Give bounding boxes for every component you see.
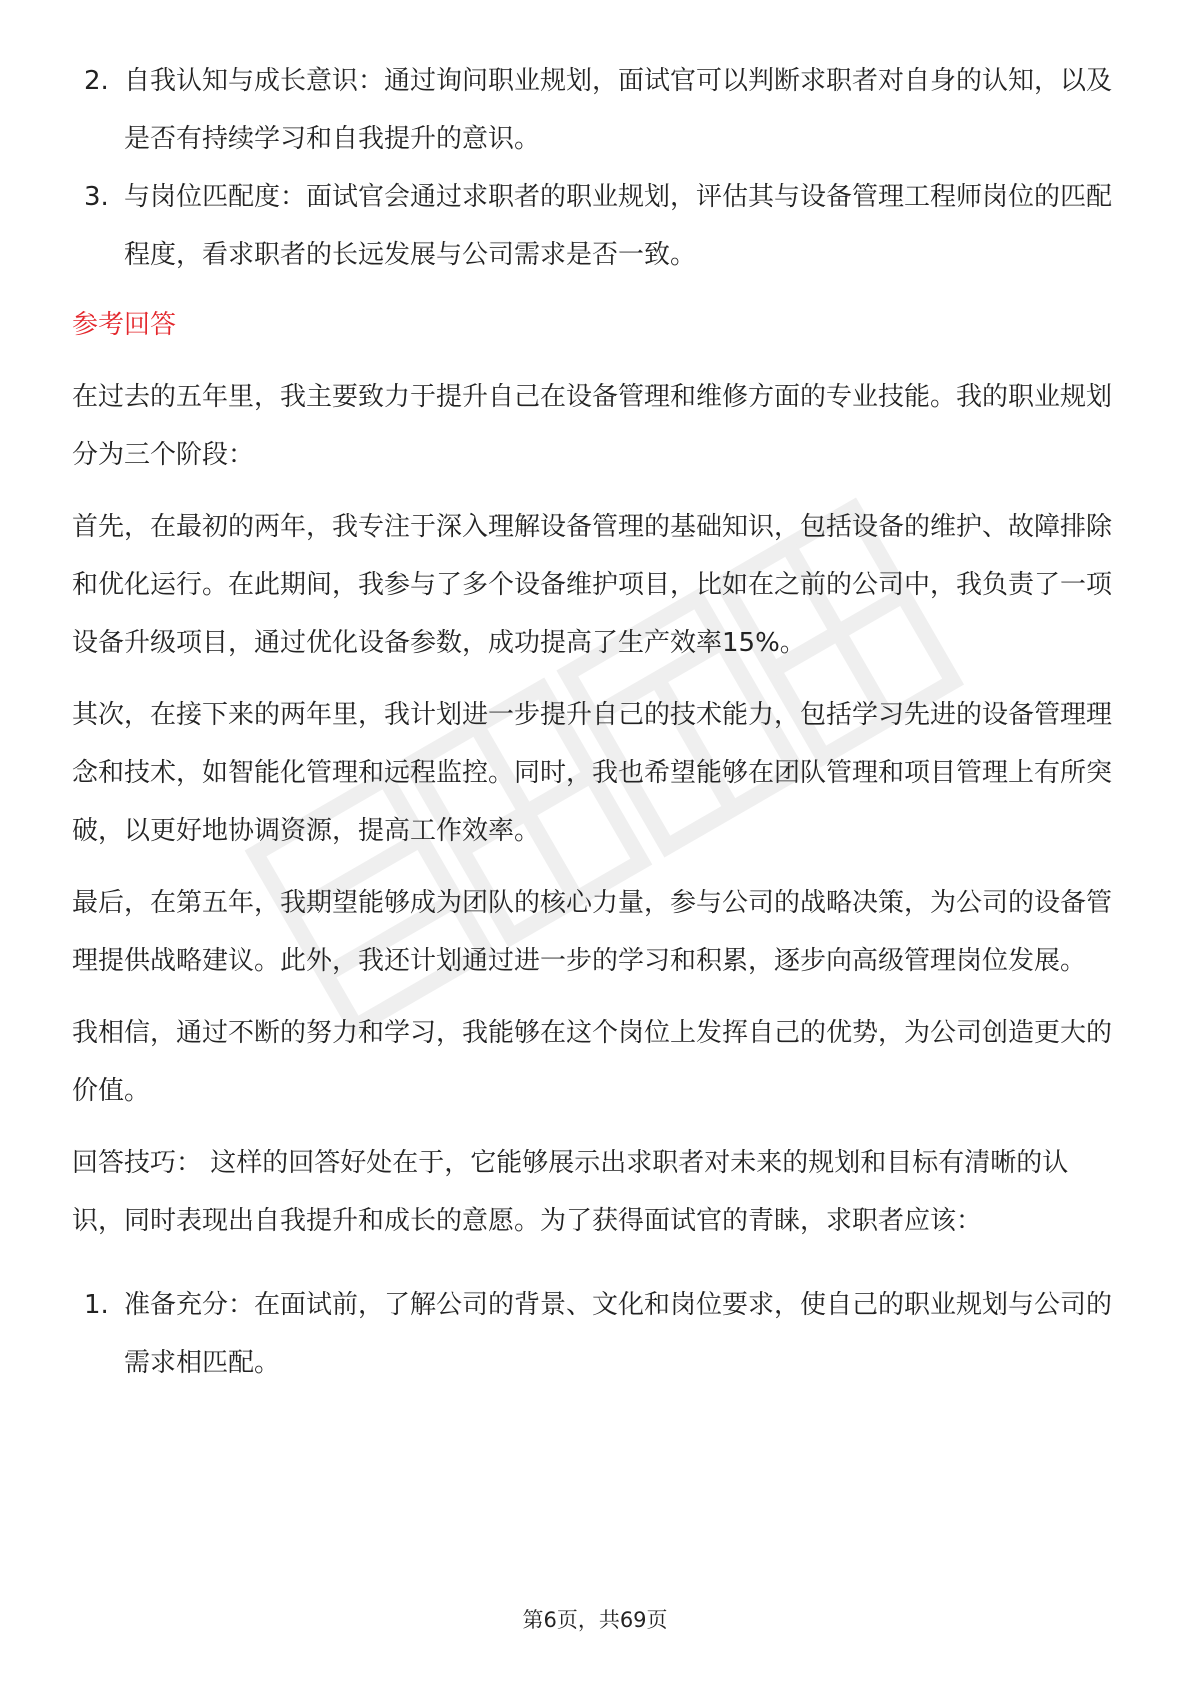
- intro-list: [72, 52, 1118, 284]
- list-text: 自我认知与成长意识：通过询问职业规划，面试官可以判断求职者对自身的认知，以及是否有持续学习和自我提升的意识。: [124, 66, 1113, 154]
- list-text: 准备充分：在面试前，了解公司的背景、文化和岗位要求，使自己的职业规划与公司的需求相匹配。: [124, 1290, 1113, 1378]
- list-number: 2.: [84, 66, 109, 96]
- paragraph: 首先，在最初的两年，我专注于深入理解设备管理的基础知识，包括设备的维护、故障排除和优化运行。在此期间，我参与了多个设备维护项目，比如在之前的公司中，我负责了一项设备升级项目，通过优化设备参数，成功提高了生产效率15%。: [72, 512, 1113, 658]
- paragraph: 其次，在接下来的两年里，我计划进一步提升自己的技术能力，包括学习先进的设备管理理念和技术，如智能化管理和远程监控。同时，我也希望能够在团队管理和项目管理上有所突破，以更好地协调资源，提高工作效率。: [72, 700, 1113, 846]
- paragraph: 在过去的五年里，我主要致力于提升自己在设备管理和维修方面的专业技能。我的职业规划分为三个阶段：: [72, 382, 1113, 470]
- list-text: 与岗位匹配度：面试官会通过求职者的职业规划，评估其与设备管理工程师岗位的匹配程度，看求职者的长远发展与公司需求是否一致。: [124, 182, 1113, 270]
- list-item: [72, 52, 1118, 168]
- answer-tips-paragraph: 回答技巧： 这样的回答好处在于，它能够展示出求职者对未来的规划和目标有清晰的认识，同时表现出自我提升和成长的意愿。为了获得面试官的青睐，求职者应该：: [72, 1148, 1069, 1236]
- paragraph: 我相信，通过不断的努力和学习，我能够在这个岗位上发挥自己的优势，为公司创造更大的价值。: [72, 1018, 1113, 1106]
- list-number: 3.: [84, 182, 109, 212]
- page-content: [72, 52, 1118, 1392]
- paragraph: 最后，在第五年，我期望能够成为团队的核心力量，参与公司的战略决策，为公司的设备管理提供战略建议。此外，我还计划通过进一步的学习和积累，逐步向高级管理岗位发展。: [72, 888, 1113, 976]
- list-item: [72, 168, 1118, 284]
- tips-list: [72, 1276, 1118, 1392]
- list-number: 1.: [84, 1290, 109, 1320]
- list-item: [72, 1276, 1118, 1392]
- page-footer: 第6页，共69页: [522, 1608, 668, 1632]
- section-heading: 参考回答: [72, 310, 177, 340]
